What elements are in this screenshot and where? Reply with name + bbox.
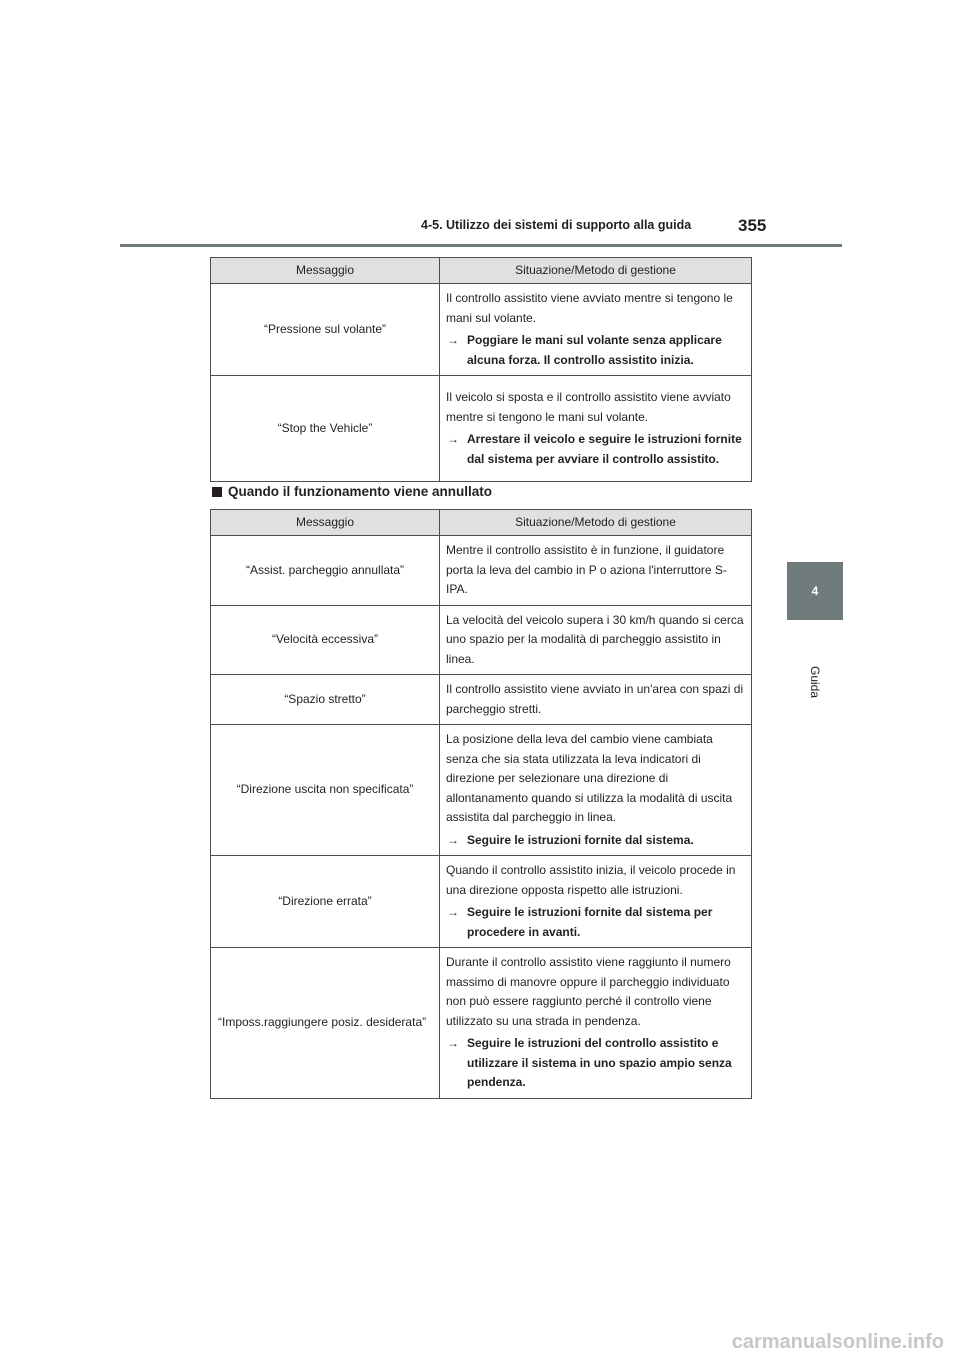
message-cell: “Imposs.raggiungere posiz. desiderata” — [211, 948, 440, 1099]
situation-cell — [440, 675, 752, 725]
situation-text: Il controllo assistito viene avviato in un'area con spazi di parcheggio stretti. — [446, 682, 744, 716]
column-header-message: Messaggio — [211, 510, 440, 536]
chapter-number: 4 — [811, 584, 819, 598]
action-instruction — [446, 831, 745, 851]
action-text: Seguire le istruzioni fornite dal sistema per procedere in avanti. — [467, 905, 713, 939]
header-title: 4-5. Utilizzo dei sistemi di supporto alla guida — [421, 218, 692, 232]
column-header-situation: Situazione/Metodo di gestione — [440, 258, 752, 284]
table-row — [211, 284, 752, 376]
table-row — [211, 376, 752, 482]
messages-table-2 — [210, 509, 752, 1099]
arrow-icon: → — [447, 1036, 459, 1050]
square-bullet-icon — [212, 487, 222, 497]
messages-table-1 — [210, 257, 752, 482]
table-header-row — [211, 510, 752, 536]
situation-text: Quando il controllo assistito inizia, il veicolo procede in una direzione opposta rispetto alle istruzioni. — [446, 863, 736, 897]
situation-cell — [440, 605, 752, 675]
arrow-icon: → — [447, 832, 459, 847]
situation-text: Il veicolo si sposta e il controllo assistito viene avviato mentre si tengono le mani sul volante. — [446, 390, 731, 424]
message-cell: “Pressione sul volante” — [211, 284, 440, 376]
table-row — [211, 948, 752, 1099]
action-text: Poggiare le mani sul volante senza applicare alcuna forza. Il controllo assistito inizia. — [467, 333, 722, 367]
message-cell: “Spazio stretto” — [211, 675, 440, 725]
chapter-label: Guida — [808, 665, 822, 699]
arrow-icon: → — [447, 905, 459, 919]
table-row — [211, 725, 752, 856]
column-header-message: Messaggio — [211, 258, 440, 284]
section-heading-text: Quando il funzionamento viene annullato — [228, 484, 493, 499]
watermark: carmanualsonline.info — [731, 1331, 944, 1353]
chapter-tab[interactable] — [787, 562, 843, 620]
arrow-icon: → — [447, 432, 459, 446]
action-instruction — [446, 1034, 745, 1093]
action-instruction — [446, 430, 745, 469]
arrow-icon: → — [447, 333, 459, 347]
situation-text: Mentre il controllo assistito è in funzione, il guidatore porta la leva del cambio in P o aziona l'interruttore S-IPA. — [446, 543, 727, 596]
message-cell: “Assist. parcheggio annullata” — [211, 536, 440, 606]
situation-text: Durante il controllo assistito viene raggiunto il numero massimo di manovre oppure il parcheggio individuato non può essere raggiunto perché il controllo viene utilizzato su una strada in pendenza. — [446, 955, 731, 1028]
table-row — [211, 536, 752, 606]
situation-text: La velocità del veicolo supera i 30 km/h quando si cerca uno spazio per la modalità di parcheggio assistito in linea. — [446, 612, 744, 666]
situation-cell — [440, 948, 752, 1099]
situation-text: Il controllo assistito viene avviato mentre si tengono le mani sul volante. — [446, 291, 733, 325]
message-cell: “Direzione uscita non specificata” — [211, 725, 440, 856]
action-text: Seguire le istruzioni del controllo assistito e utilizzare il sistema in uno spazio ampio senza pendenza. — [467, 1036, 732, 1089]
message-cell: “Velocità eccessiva” — [211, 605, 440, 675]
section-heading — [212, 484, 492, 499]
action-text: Arrestare il veicolo e seguire le istruzioni fornite dal sistema per avviare il controllo assistito. — [467, 432, 742, 466]
message-cell: “Direzione errata” — [211, 856, 440, 948]
situation-cell — [440, 725, 752, 856]
column-header-situation: Situazione/Metodo di gestione — [440, 510, 752, 536]
action-instruction — [446, 903, 745, 942]
page-number: 355 — [738, 216, 767, 235]
table-row — [211, 605, 752, 675]
situation-cell — [440, 536, 752, 606]
header-rule — [120, 244, 842, 247]
message-cell: “Stop the Vehicle” — [211, 376, 440, 482]
action-text: Seguire le istruzioni fornite dal sistema. — [467, 832, 694, 847]
table-header-row — [211, 258, 752, 284]
action-instruction — [446, 331, 745, 370]
situation-cell — [440, 284, 752, 376]
situation-cell — [440, 376, 752, 482]
situation-cell — [440, 856, 752, 948]
table-row — [211, 856, 752, 948]
situation-text: La posizione della leva del cambio viene cambiata senza che sia stata utilizzata la leva indicatori di direzione per selezionare una direzione di allontanamento quando si utilizza la modalità di uscita assistita dal parcheggio in linea. — [446, 732, 733, 824]
table-row — [211, 675, 752, 725]
